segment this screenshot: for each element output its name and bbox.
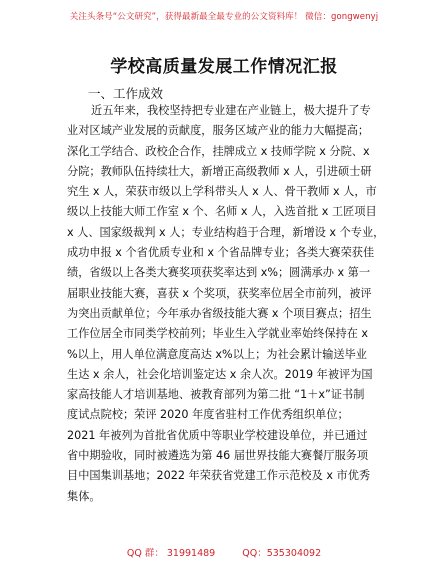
paragraph-line: 成功申报 x 个省优质专业和 x 个省品牌专业；各类大赛荣获佳	[67, 246, 375, 260]
qq-text: QQ：535304092	[242, 548, 322, 559]
paragraph-line: x 人、国家级裁判 x 人；专业结构趋于合理，新增设 x 个专业，	[67, 225, 385, 239]
paragraph-line: 生达 x 余人，社会化培训鉴定达 x 余人次。2019 年被评为国	[67, 367, 373, 381]
paragraph-line: 分院；教师队伍持续壮大，新增正高级教师 x 人，引进硕士研	[67, 164, 372, 178]
paragraph-line: 2021 年被列为首批省优质中等职业学校建设单位，并已通过	[67, 428, 368, 442]
paragraph-line: 深化工学结合、政校企合作，挂牌成立 x 技师学院 x 分院、x	[67, 144, 370, 158]
paragraph-line: 业对区域产业发展的贡献度，服务区域产业的能力大幅提高；	[67, 124, 370, 138]
paragraph-line: 目中国集训基地；2022 年荣获省党建工作示范校及 x 市优秀	[67, 469, 371, 483]
paragraph-line: 工作位居全市同类学校前列；毕业生入学就业率始终保持在 x	[67, 327, 369, 341]
promo-banner: 关注头条号“公文研究”，获得最新最全最专业的公文资料库！ 微信：gongwenyj	[69, 12, 379, 22]
paragraph-line: 家高技能人才培训基地、被教育部列为第二批 “1＋x”证书制	[67, 388, 365, 402]
paragraph-line: 近五年来，我校坚持把专业建在产业链上，极大提升了专	[91, 104, 371, 117]
paragraph-line: 级以上技能大师工作室 x 个、名师 x 人，入选首批 x 工匠项目	[67, 205, 377, 219]
body-paragraph	[67, 101, 389, 507]
paragraph-line: 绩，省级以上各类大赛奖项获奖率达到 x%；圆满承办 x 第一	[67, 266, 371, 280]
paragraph-line: %以上，用人单位满意度高达 x%以上；为社会累计输送毕业	[67, 347, 367, 361]
contact-footer	[0, 545, 448, 559]
document-title: 学校高质量发展工作情况汇报	[110, 57, 338, 77]
paragraph-line: 省中期验收，同时被遴选为第 46 届世界技能大赛餐厅服务项	[67, 449, 369, 463]
paragraph-line: 集体。	[67, 489, 101, 503]
paragraph-line: 届职业技能大赛，喜获 x 个奖项，获奖率位居全市前列，被评	[67, 286, 372, 300]
qq-group-text: QQ 群： 31991489	[126, 548, 216, 559]
paragraph-line: 为突出贡献单位；今年承办省级技能大赛 x 个项目赛点；招生	[67, 306, 372, 320]
section-heading: 一、工作成效	[88, 86, 164, 101]
paragraph-line: 究生 x 人，荣获市级以上学科带头人 x 人、骨干教师 x 人，市	[67, 185, 377, 199]
paragraph-line: 度试点院校；荣评 2020 年度省驻村工作优秀组织单位；	[67, 408, 349, 422]
